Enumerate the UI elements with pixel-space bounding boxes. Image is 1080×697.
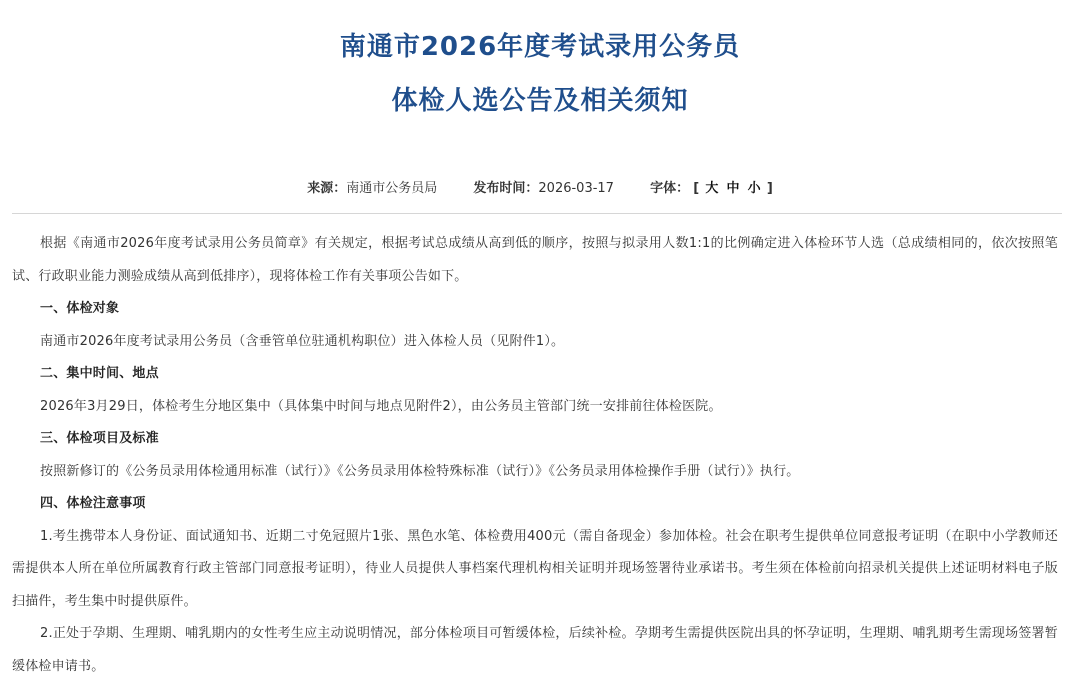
header-divider xyxy=(12,213,1062,214)
source-info xyxy=(307,179,437,199)
bracket-open: [ xyxy=(693,181,700,196)
font-size-small-link[interactable]: 小 xyxy=(747,181,761,196)
font-size-large-link[interactable]: 大 xyxy=(705,181,719,196)
article-body xyxy=(12,228,1058,683)
page-title-line-2: 体检人选公告及相关须知 xyxy=(391,86,689,116)
publish-date-label: 发布时间： xyxy=(473,181,539,196)
section-4-item-2: 2.正处于孕期、生理期、哺乳期内的女性考生应主动说明情况，部分体检项目可暂缓体检，后续补检。孕期考生需提供医院出具的怀孕证明，生理期、哺乳期考生需现场签署暂缓体检申请书。 xyxy=(12,626,1058,674)
section-3-paragraph: 按照新修订的《公务员录用体检通用标准（试行）》《公务员录用体检特殊标准（试行）》《公务员录用体检操作手册（试行）》执行。 xyxy=(40,463,800,479)
source-value: 南通市公务员局 xyxy=(346,181,438,196)
source-label: 来源： xyxy=(307,181,347,196)
font-size-medium-link[interactable]: 中 xyxy=(726,181,740,196)
bracket-close: ] xyxy=(766,181,773,196)
page-title-line-1: 南通市2026年度考试录用公务员 xyxy=(339,32,741,62)
section-1-paragraph: 南通市2026年度考试录用公务员（含垂管单位驻通机构职位）进入体检人员（见附件1）。 xyxy=(40,333,565,349)
section-4-item-1: 1.考生携带本人身份证、面试通知书、近期二寸免冠照片1张、黑色水笔、体检费用400元（需自备现金）参加体检。社会在职考生提供单位同意报考证明（在职中小学教师还需提供本人所在单位所属教育行政主管部门同意报考证明），待业人员提供人事档案代理机构相关证明并现场签署待业承诺书。考生须在体检前向招录机关提供上述证明材料电子版扫描件，考生集中时提供原件。 xyxy=(12,528,1058,609)
section-heading-3: 三、体检项目及标准 xyxy=(40,431,159,446)
section-heading-2: 二、集中时间、地点 xyxy=(40,366,159,381)
intro-paragraph: 根据《南通市2026年度考试录用公务员简章》有关规定，根据考试总成绩从高到低的顺序，按照与拟录用人数1:1的比例确定进入体检环节人选（总成绩相同的，依次按照笔试、行政职业能力测验成绩从高到低排序），现将体检工作有关事项公告如下。 xyxy=(12,236,1058,284)
publish-date-value: 2026-03-17 xyxy=(538,181,614,196)
publish-date-info xyxy=(473,179,614,199)
article-meta xyxy=(0,179,1080,199)
font-size-switcher xyxy=(650,179,773,199)
section-heading-4: 四、体检注意事项 xyxy=(40,496,146,511)
section-heading-1: 一、体检对象 xyxy=(40,301,120,316)
section-2-paragraph: 2026年3月29日，体检考生分地区集中（具体集中时间与地点见附件2），由公务员主管部门统一安排前往体检医院。 xyxy=(40,398,722,414)
font-size-label: 字体： xyxy=(650,181,690,196)
